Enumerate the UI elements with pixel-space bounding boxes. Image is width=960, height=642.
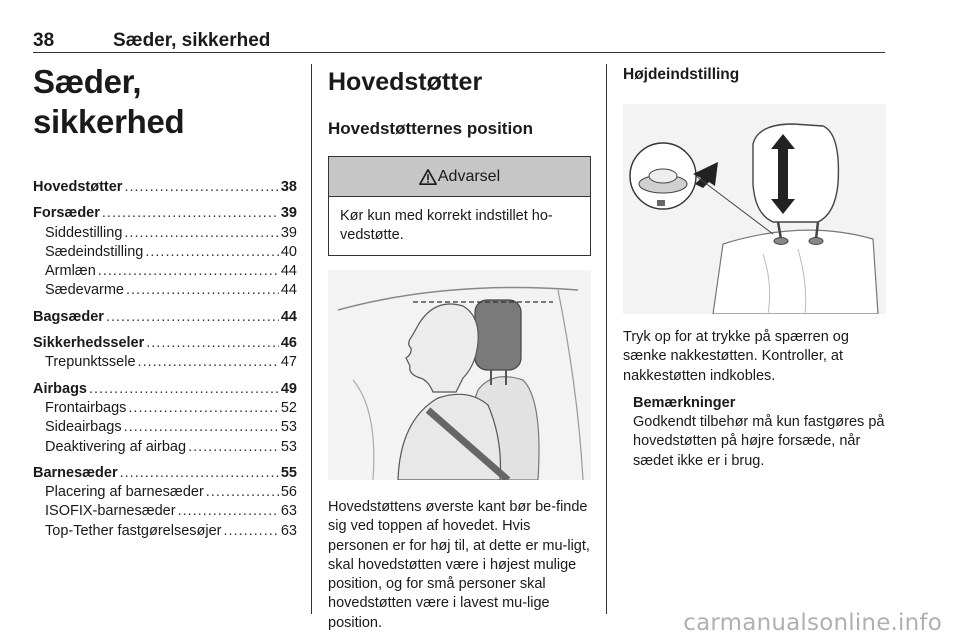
height-adjust-text: Tryk op for at trykke på spærren og sænke nakkestøtten. Kontroller, at nakkestøtten indkobles. — [623, 329, 849, 384]
toc-entry-page: 40 — [280, 243, 297, 260]
person-headrest-drawing — [328, 270, 591, 480]
headrest-height-illustration — [623, 104, 886, 314]
toc-entry[interactable] — [33, 243, 297, 262]
warning-triangle-icon — [419, 168, 437, 186]
toc-entry-label: Sædevarme — [45, 282, 124, 299]
toc-entry[interactable] — [33, 262, 297, 281]
toc-entry-label: ISOFIX-barnesæder — [45, 503, 176, 520]
toc-entry-page: 53 — [280, 419, 297, 436]
toc-entry-label: Barnesæder — [33, 464, 118, 481]
toc-entry-label: Armlæn — [45, 263, 96, 280]
toc-entry-label: Hovedstøtter — [33, 179, 123, 195]
toc-entry-label: Sideairbags — [45, 419, 122, 436]
toc-column — [33, 62, 297, 541]
headrest-adjust-drawing — [623, 104, 886, 314]
toc-entry[interactable] — [33, 399, 297, 418]
height-adjust-column — [623, 62, 887, 471]
toc-entry[interactable] — [33, 334, 297, 353]
warning-box — [328, 156, 591, 256]
toc-leader-dots — [120, 464, 279, 483]
headrest-position-text: Hovedstøttens øverste kant bør be-finde sig ved toppen af hovedet. Hvis personen er for høj til, at dette er mu-ligt, skal hovedstøtten være i højest mulige position, og for små personer skal hovedstøtten være i lavest mu-lige position. — [328, 499, 590, 631]
toc-entry-label: Deaktivering af airbag — [45, 438, 187, 455]
toc-entry[interactable] — [33, 178, 297, 197]
toc-leader-dots — [98, 262, 279, 281]
chapter-title: Sæder, sikkerhed — [33, 63, 185, 140]
toc-entry-page: 39 — [280, 205, 297, 222]
page-header — [33, 30, 885, 52]
page-number: 38 — [33, 30, 55, 51]
toc-entry-page: 49 — [280, 380, 297, 397]
toc-leader-dots — [145, 243, 279, 262]
toc-entry-label: Airbags — [33, 380, 87, 397]
toc-entry-page: 55 — [280, 464, 297, 481]
toc-entry-page: 63 — [280, 522, 297, 539]
toc-entry-label: Siddestilling — [45, 224, 123, 241]
toc-leader-dots — [124, 224, 278, 243]
toc-entry-page: 56 — [280, 484, 297, 501]
toc-entry-page: 44 — [280, 308, 297, 325]
sub-title-position: Hovedstøtternes position — [328, 119, 533, 138]
toc-leader-dots — [126, 281, 279, 300]
toc-entry-label: Sikkerhedsseler — [33, 335, 145, 352]
toc-entry[interactable] — [33, 502, 297, 521]
toc-leader-dots — [102, 204, 279, 223]
toc-leader-dots — [124, 418, 279, 437]
toc-entry-page: 39 — [280, 224, 297, 241]
toc-leader-dots — [89, 380, 279, 399]
toc-entry-page: 44 — [280, 263, 297, 280]
headrest-position-illustration — [328, 270, 591, 480]
toc-entry-label: Placering af barnesæder — [45, 484, 204, 501]
toc-entry-label: Trepunktssele — [45, 354, 136, 371]
toc-leader-dots — [128, 399, 278, 418]
toc-entry[interactable] — [33, 438, 297, 457]
toc-entry-page: 63 — [280, 503, 297, 520]
toc-entry-label: Sædeindstilling — [45, 243, 144, 260]
toc-leader-dots — [188, 438, 279, 457]
warning-header — [329, 157, 590, 197]
toc-entry-page: 38 — [280, 179, 297, 195]
toc-entry-label: Top-Tether fastgørelsesøjer — [45, 522, 222, 539]
toc-entry-label: Forsæder — [33, 205, 100, 222]
toc-entry-page: 46 — [280, 335, 297, 352]
toc-entry[interactable] — [33, 281, 297, 300]
toc-entry[interactable] — [33, 483, 297, 502]
note-title: Bemærkninger — [633, 394, 736, 411]
toc-entry[interactable] — [33, 224, 297, 243]
watermark: carmanualsonline.info — [683, 610, 942, 636]
toc-entry-label: Frontairbags — [45, 399, 127, 416]
toc-entry[interactable] — [33, 308, 297, 327]
toc-leader-dots — [178, 502, 279, 521]
table-of-contents — [33, 178, 297, 541]
toc-entry[interactable] — [33, 353, 297, 372]
headrest-column — [328, 62, 592, 633]
toc-leader-dots — [206, 483, 279, 502]
note-block — [633, 394, 887, 471]
warning-text: Kør kun med korrekt indstillet ho-vedstøtte. — [340, 208, 553, 243]
warning-label: Advarsel — [437, 167, 501, 185]
toc-leader-dots — [138, 353, 279, 372]
toc-entry-page: 44 — [280, 282, 297, 299]
toc-leader-dots — [106, 308, 279, 327]
toc-entry[interactable] — [33, 380, 297, 399]
toc-leader-dots — [146, 334, 279, 353]
toc-entry-label: Bagsæder — [33, 308, 104, 325]
toc-leader-dots — [223, 522, 278, 541]
toc-entry-page: 53 — [280, 438, 297, 455]
toc-leader-dots — [124, 178, 278, 197]
toc-entry-page: 52 — [280, 399, 297, 416]
note-text: Godkendt tilbehør må kun fastgøres på hovedstøtten på højre forsæde, når sædet ikke er i brug. — [633, 414, 885, 469]
toc-entry[interactable] — [33, 464, 297, 483]
running-head: Sæder, sikkerhed — [113, 30, 271, 51]
section-title: Hovedstøtter — [328, 68, 483, 96]
header-rule — [33, 52, 885, 53]
toc-entry[interactable] — [33, 522, 297, 541]
column-divider-2 — [606, 64, 607, 614]
toc-entry[interactable] — [33, 204, 297, 223]
toc-entry[interactable] — [33, 418, 297, 437]
column-divider-1 — [311, 64, 312, 614]
toc-entry-page: 47 — [280, 354, 297, 371]
sub-title-height: Højdeindstilling — [623, 66, 740, 83]
